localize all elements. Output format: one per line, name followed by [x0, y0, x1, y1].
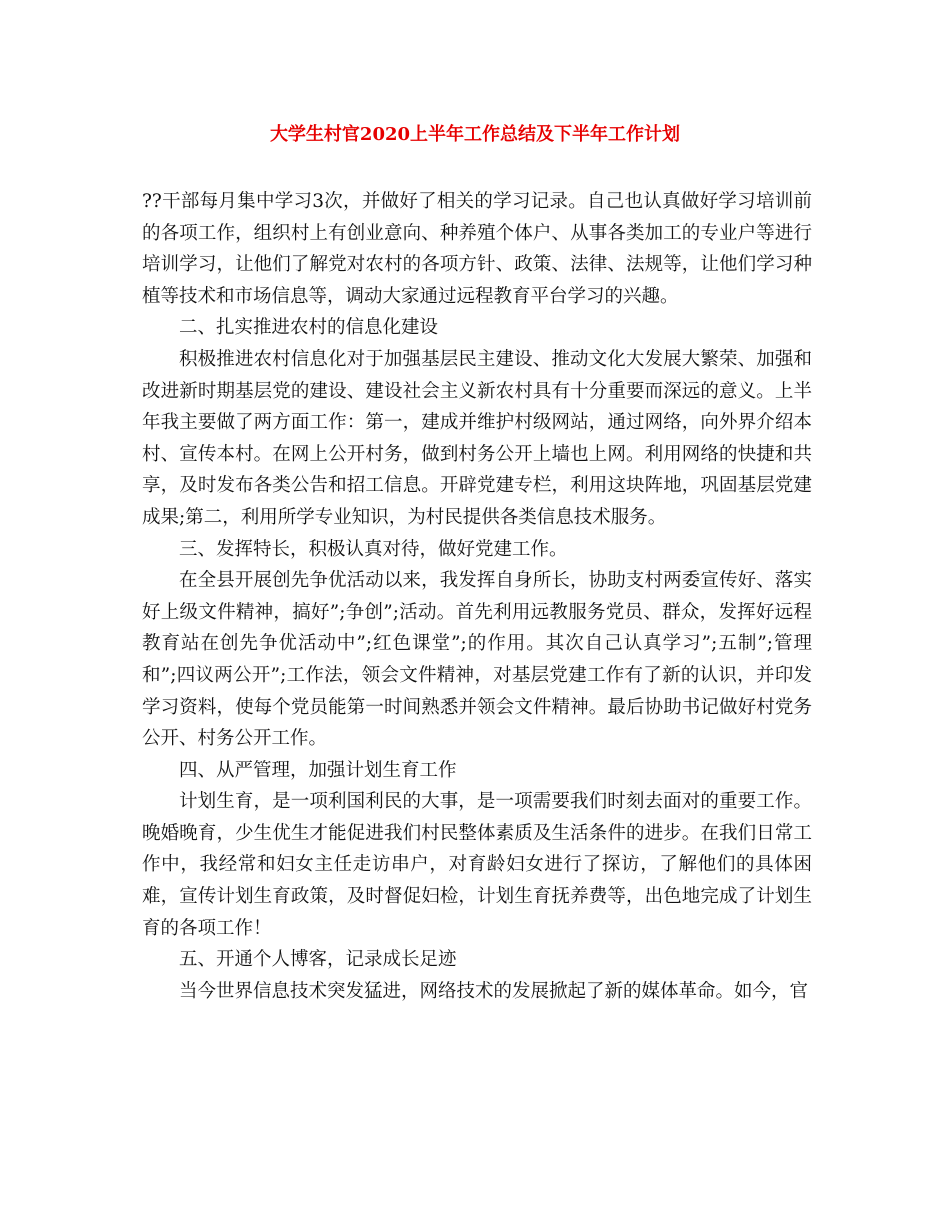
paragraph-3: 在全县开展创先争优活动以来，我发挥自身所长，协助支村两委宣传好、落实好上级文件精神，搞好”;争创”;活动。首先利用远教服务党员、群众，发挥好远程教育站在创先争优活动中”;红色课堂”;的作用。其次自己认真学习”;五制”;管理和”;四议两公开”;工作法，领会文件精神，对基层党建工作有了新的认识，并印发学习资料，使每个党员能第一时间熟悉并领会文件精神。最后协助书记做好村党务公开、村务公开工作。	[142, 570, 812, 750]
section-heading-5: 五、开通个人博客，记录成长足迹	[179, 949, 457, 971]
document-body	[142, 186, 812, 1007]
paragraph-4: 计划生育，是一项利国利民的大事，是一项需要我们时刻去面对的重要工作。晚婚晚育，少生优生才能促进我们村民整体素质及生活条件的进步。在我们日常工作中，我经常和妇女主任走访串户，对育龄妇女进行了探访，了解他们的具体困难，宣传计划生育政策，及时督促妇检，计划生育抚养费等，出色地完成了计划生育的各项工作！	[142, 791, 812, 939]
paragraph-2: 积极推进农村信息化对于加强基层民主建设、推动文化大发展大繁荣、加强和改进新时期基层党的建设、建设社会主义新农村具有十分重要而深远的意义。上半年我主要做了两方面工作：第一，建成并维护村级网站，通过网络，向外界介绍本村、宣传本村。在网上公开村务，做到村务公开上墙也上网。利用网络的快捷和共享，及时发布各类公告和招工信息。开辟党建专栏，利用这块阵地，巩固基层党建成果;第二，利用所学专业知识，为村民提供各类信息技术服务。	[142, 348, 812, 528]
section-heading-2: 二、扎实推进农村的信息化建设	[179, 317, 439, 339]
section-heading-3: 三、发挥特长，积极认真对待，做好党建工作。	[179, 538, 568, 560]
section-heading-4: 四、从严管理，加强计划生育工作	[179, 759, 457, 781]
paragraph-5: 当今世界信息技术突发猛进，网络技术的发展掀起了新的媒体革命。如今，官	[179, 980, 809, 1002]
document-title: 大学生村官2020上半年工作总结及下半年工作计划	[269, 124, 681, 145]
paragraph-1: ??干部每月集中学习3次，并做好了相关的学习记录。自己也认真做好学习培训前的各项工作，组织村上有创业意向、种养殖个体户、从事各类加工的专业户等进行培训学习，让他们了解党对农村的各项方针、政策、法律、法规等，让他们学习种植等技术和市场信息等，调动大家通过远程教育平台学习的兴趣。	[142, 191, 812, 307]
